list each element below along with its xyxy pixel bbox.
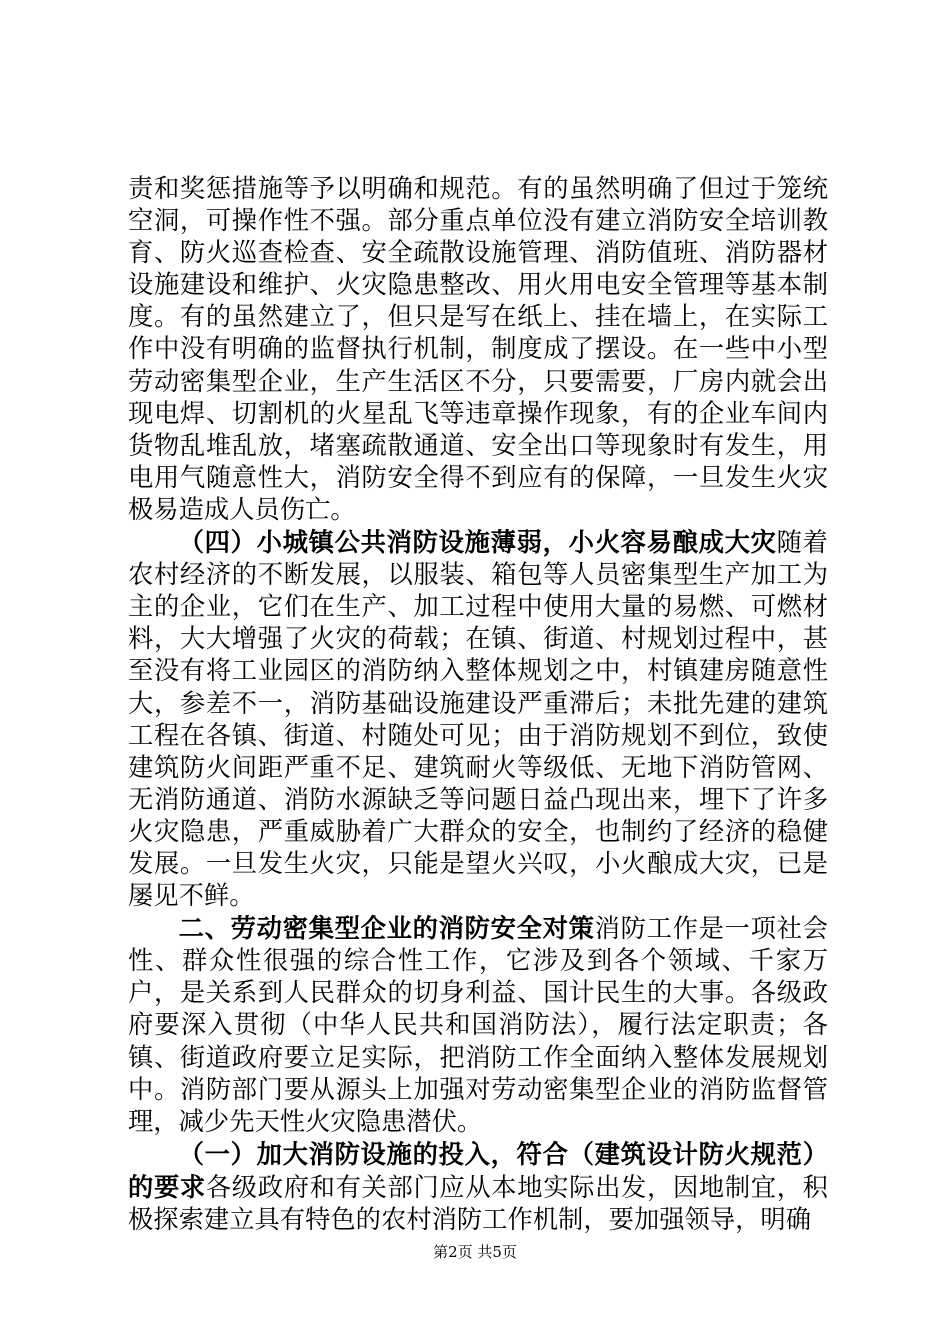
paragraph-2-heading: （四）小城镇公共消防设施薄弱，小火容易酿成大灾	[178, 527, 777, 558]
paragraph-1-text: 责和奖惩措施等予以明确和规范。有的虽然明确了但过于笼统空洞，可操作性不强。部分重点单位没有建立消防安全培训教育、防火巡查检查、安全疏散设施管理、消防值班、消防器材设施建设和维护、火灾隐患整改、用火用电安全管理等基本制度。有的虽然建立了，但只是写在纸上、挂在墙上，在实际工作中没有明确的监督执行机制，制度成了摆设。在一些中小型劳动密集型企业，生产生活区不分，只要需要，厂房内就会出现电焊、切割机的火星乱飞等违章操作现象，有的企业车间内货物乱堆乱放，堵塞疏散通道、安全出口等现象时有发生，用电用气随意性大，消防安全得不到应有的保障，一旦发生火灾极易造成人员伤亡。	[128, 174, 828, 524]
paragraph-3	[128, 912, 828, 1138]
paragraph-2	[128, 526, 828, 912]
page-number-footer: 第2页 共5页	[433, 1243, 517, 1261]
paragraph-2-text: 随着农村经济的不断发展，以服装、箱包等人员密集型生产加工为主的企业，它们在生产、加工过程中使用大量的易燃、可燃材料，大大增强了火灾的荷载；在镇、街道、村规划过程中，甚至没有将工业园区的消防纳入整体规划之中，村镇建房随意性大，参差不一，消防基础设施建设严重滞后；未批先建的建筑工程在各镇、街道、村随处可见；由于消防规划不到位，致使建筑防火间距严重不足、建筑耐火等级低、无地下消防管网、无消防通道、消防水源缺乏等问题日益凸现出来，埋下了许多火灾隐患，严重威胁着广大群众的安全，也制约了经济的稳健发展。一旦发生火灾，只能是望火兴叹，小火酿成大灾，已是屡见不鲜。	[128, 528, 828, 911]
document-body	[128, 172, 828, 1236]
paragraph-1	[128, 172, 828, 526]
paragraph-3-text: 消防工作是一项社会性、群众性很强的综合性工作，它涉及到各个领域、千家万户，是关系到人民群众的切身利益、国计民生的大事。各级政府要深入贯彻（中华人民共和国消防法），履行法定职责；各镇、街道政府要立足实际，把消防工作全面纳入整体发展规划中。消防部门要从源头上加强对劳动密集型企业的消防监督管理，减少先天性火灾隐患潜伏。	[128, 914, 828, 1136]
paragraph-3-heading: 二、劳动密集型企业的消防安全对策	[178, 913, 595, 944]
paragraph-4-text: 各级政府和有关部门应从本地实际出发，因地制宜，积极探索建立具有特色的农村消防工作机制，要加强领导，明确	[128, 1172, 828, 1234]
paragraph-4	[128, 1138, 828, 1236]
paragraph-4-heading: （一）加大消防设施的投入，符合（建筑设计防火规范）的要求	[128, 1138, 828, 1202]
